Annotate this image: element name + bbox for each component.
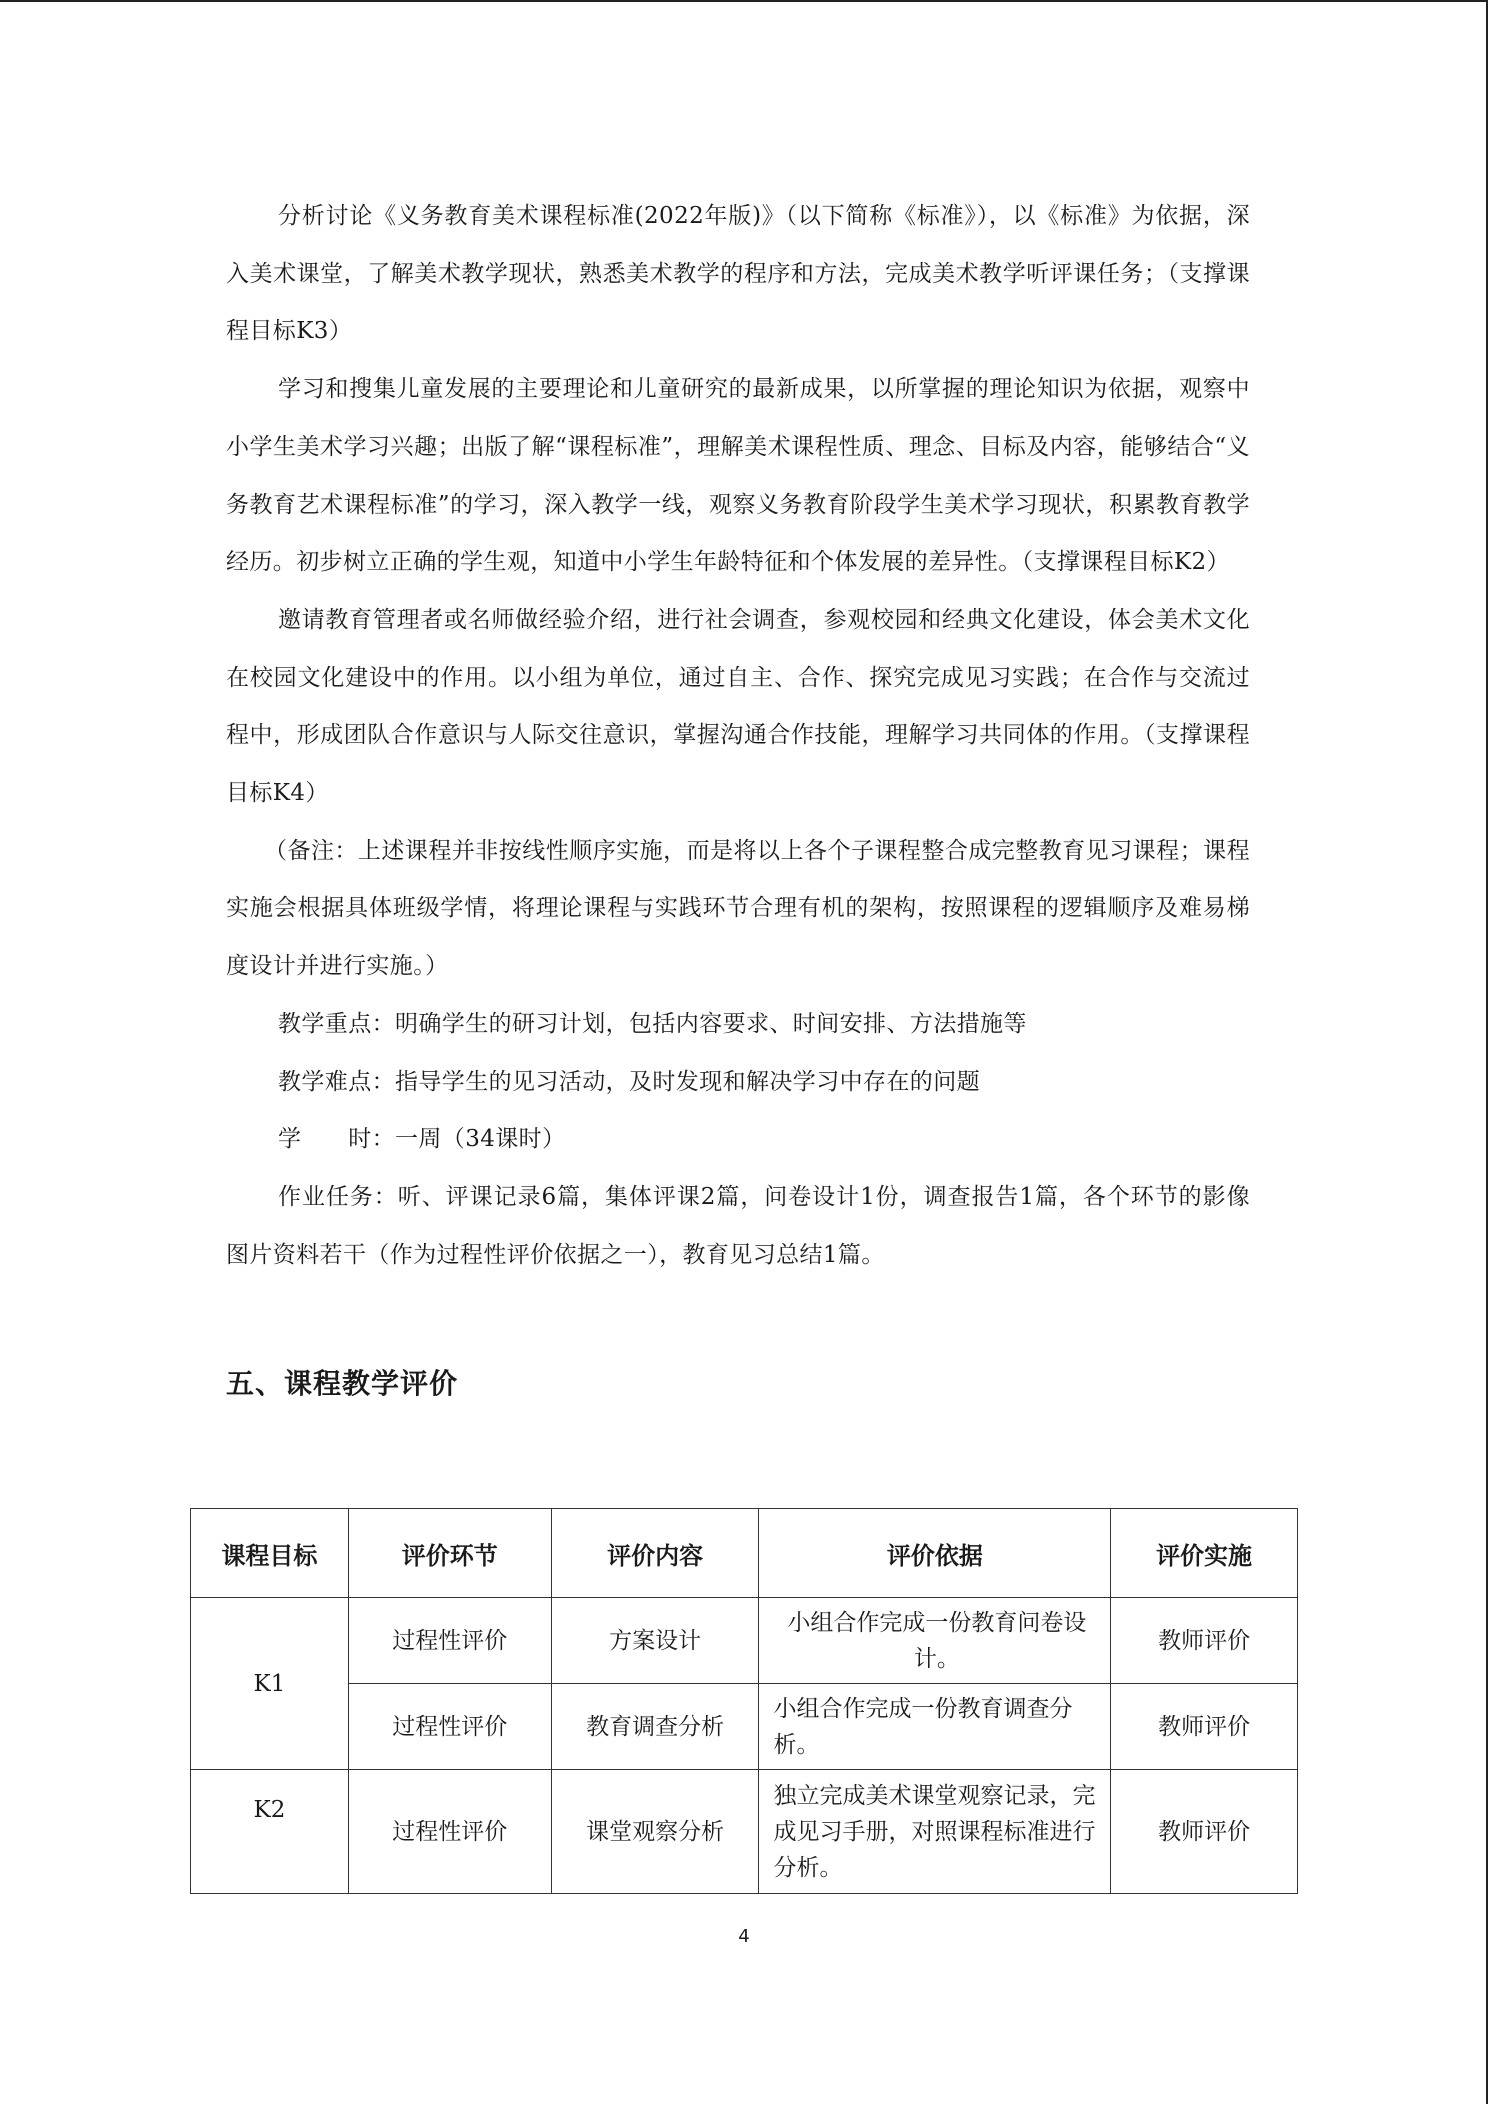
cell-content: 教育调查分析	[551, 1684, 759, 1770]
header-eval-stage: 评价环节	[348, 1509, 551, 1598]
cell-content: 课堂观察分析	[551, 1770, 759, 1894]
teaching-focus: 教学重点：明确学生的研习计划，包括内容要求、时间安排、方法措施等	[278, 1010, 1027, 1037]
paragraph-child-development: 学习和搜集儿童发展的主要理论和儿童研究的最新成果，以所掌握的理论知识为依据，观察中小学生美术学习兴趣；出版了解“课程标准”，理解美术课程性质、理念、目标及内容，能够结合“义务教育艺术课程标准”的学习，深入教学一线，观察义务教育阶段学生美术学习现状，积累教育教学经历。初步树立正确的学生观，知道中小学生年龄特征和个体发展的差异性。（支撑课程目标K2）	[226, 376, 1250, 576]
page-number: 4	[738, 1926, 750, 1947]
header-eval-content: 评价内容	[551, 1509, 759, 1598]
assignment-tasks: 作业任务：听、评课记录6篇，集体评课2篇，问卷设计1份，调查报告1篇，各个环节的影像图片资料若干（作为过程性评价依据之一），教育见习总结1篇。	[226, 1183, 1250, 1268]
table-header-row	[191, 1509, 1298, 1598]
table-row	[191, 1684, 1298, 1770]
section-heading-evaluation: 五、课程教学评价	[226, 1367, 459, 1400]
cell-impl: 教师评价	[1111, 1684, 1298, 1770]
class-hours: 学 时：一周（34课时）	[278, 1126, 566, 1153]
paragraph-note: （备注：上述课程并非按线性顺序实施，而是将以上各个子课程整合成完整教育见习课程；课程实施会根据具体班级学情，将理论课程与实践环节合理有机的架构，按照课程的逻辑顺序及难易梯度设计并进行实施。）	[226, 837, 1250, 980]
body-text	[226, 188, 1250, 1284]
cell-basis: 小组合作完成一份教育问卷设计。	[759, 1598, 1111, 1684]
paragraph-standards: 分析讨论《义务教育美术课程标准(2022年版)》（以下简称《标准》），以《标准》为依据，深入美术课堂，了解美术教学现状，熟悉美术教学的程序和方法，完成美术教学听评课任务；（支撑课程目标K3）	[226, 203, 1250, 345]
header-eval-impl: 评价实施	[1111, 1509, 1298, 1598]
header-course-goal: 课程目标	[191, 1509, 349, 1598]
cell-goal: K1	[191, 1598, 349, 1770]
cell-stage: 过程性评价	[348, 1598, 551, 1684]
evaluation-table	[190, 1508, 1298, 1894]
cell-impl: 教师评价	[1111, 1598, 1298, 1684]
table-row	[191, 1598, 1298, 1684]
cell-stage: 过程性评价	[348, 1684, 551, 1770]
teaching-difficulty: 教学难点：指导学生的见习活动，及时发现和解决学习中存在的问题	[278, 1068, 980, 1095]
header-eval-basis: 评价依据	[759, 1509, 1111, 1598]
cell-basis: 小组合作完成一份教育调查分析。	[759, 1684, 1111, 1770]
cell-basis: 独立完成美术课堂观察记录，完成见习手册，对照课程标准进行分析。	[759, 1770, 1111, 1894]
table-row	[191, 1770, 1298, 1894]
cell-goal: K2	[191, 1770, 349, 1894]
cell-content: 方案设计	[551, 1598, 759, 1684]
cell-stage: 过程性评价	[348, 1770, 551, 1894]
cell-impl: 教师评价	[1111, 1770, 1298, 1894]
paragraph-campus-culture: 邀请教育管理者或名师做经验介绍，进行社会调查，参观校园和经典文化建设，体会美术文化在校园文化建设中的作用。以小组为单位，通过自主、合作、探究完成见习实践；在合作与交流过程中，形成团队合作意识与人际交往意识，掌握沟通合作技能，理解学习共同体的作用。（支撑课程目标K4）	[226, 606, 1250, 807]
top-border	[0, 0, 1488, 2]
